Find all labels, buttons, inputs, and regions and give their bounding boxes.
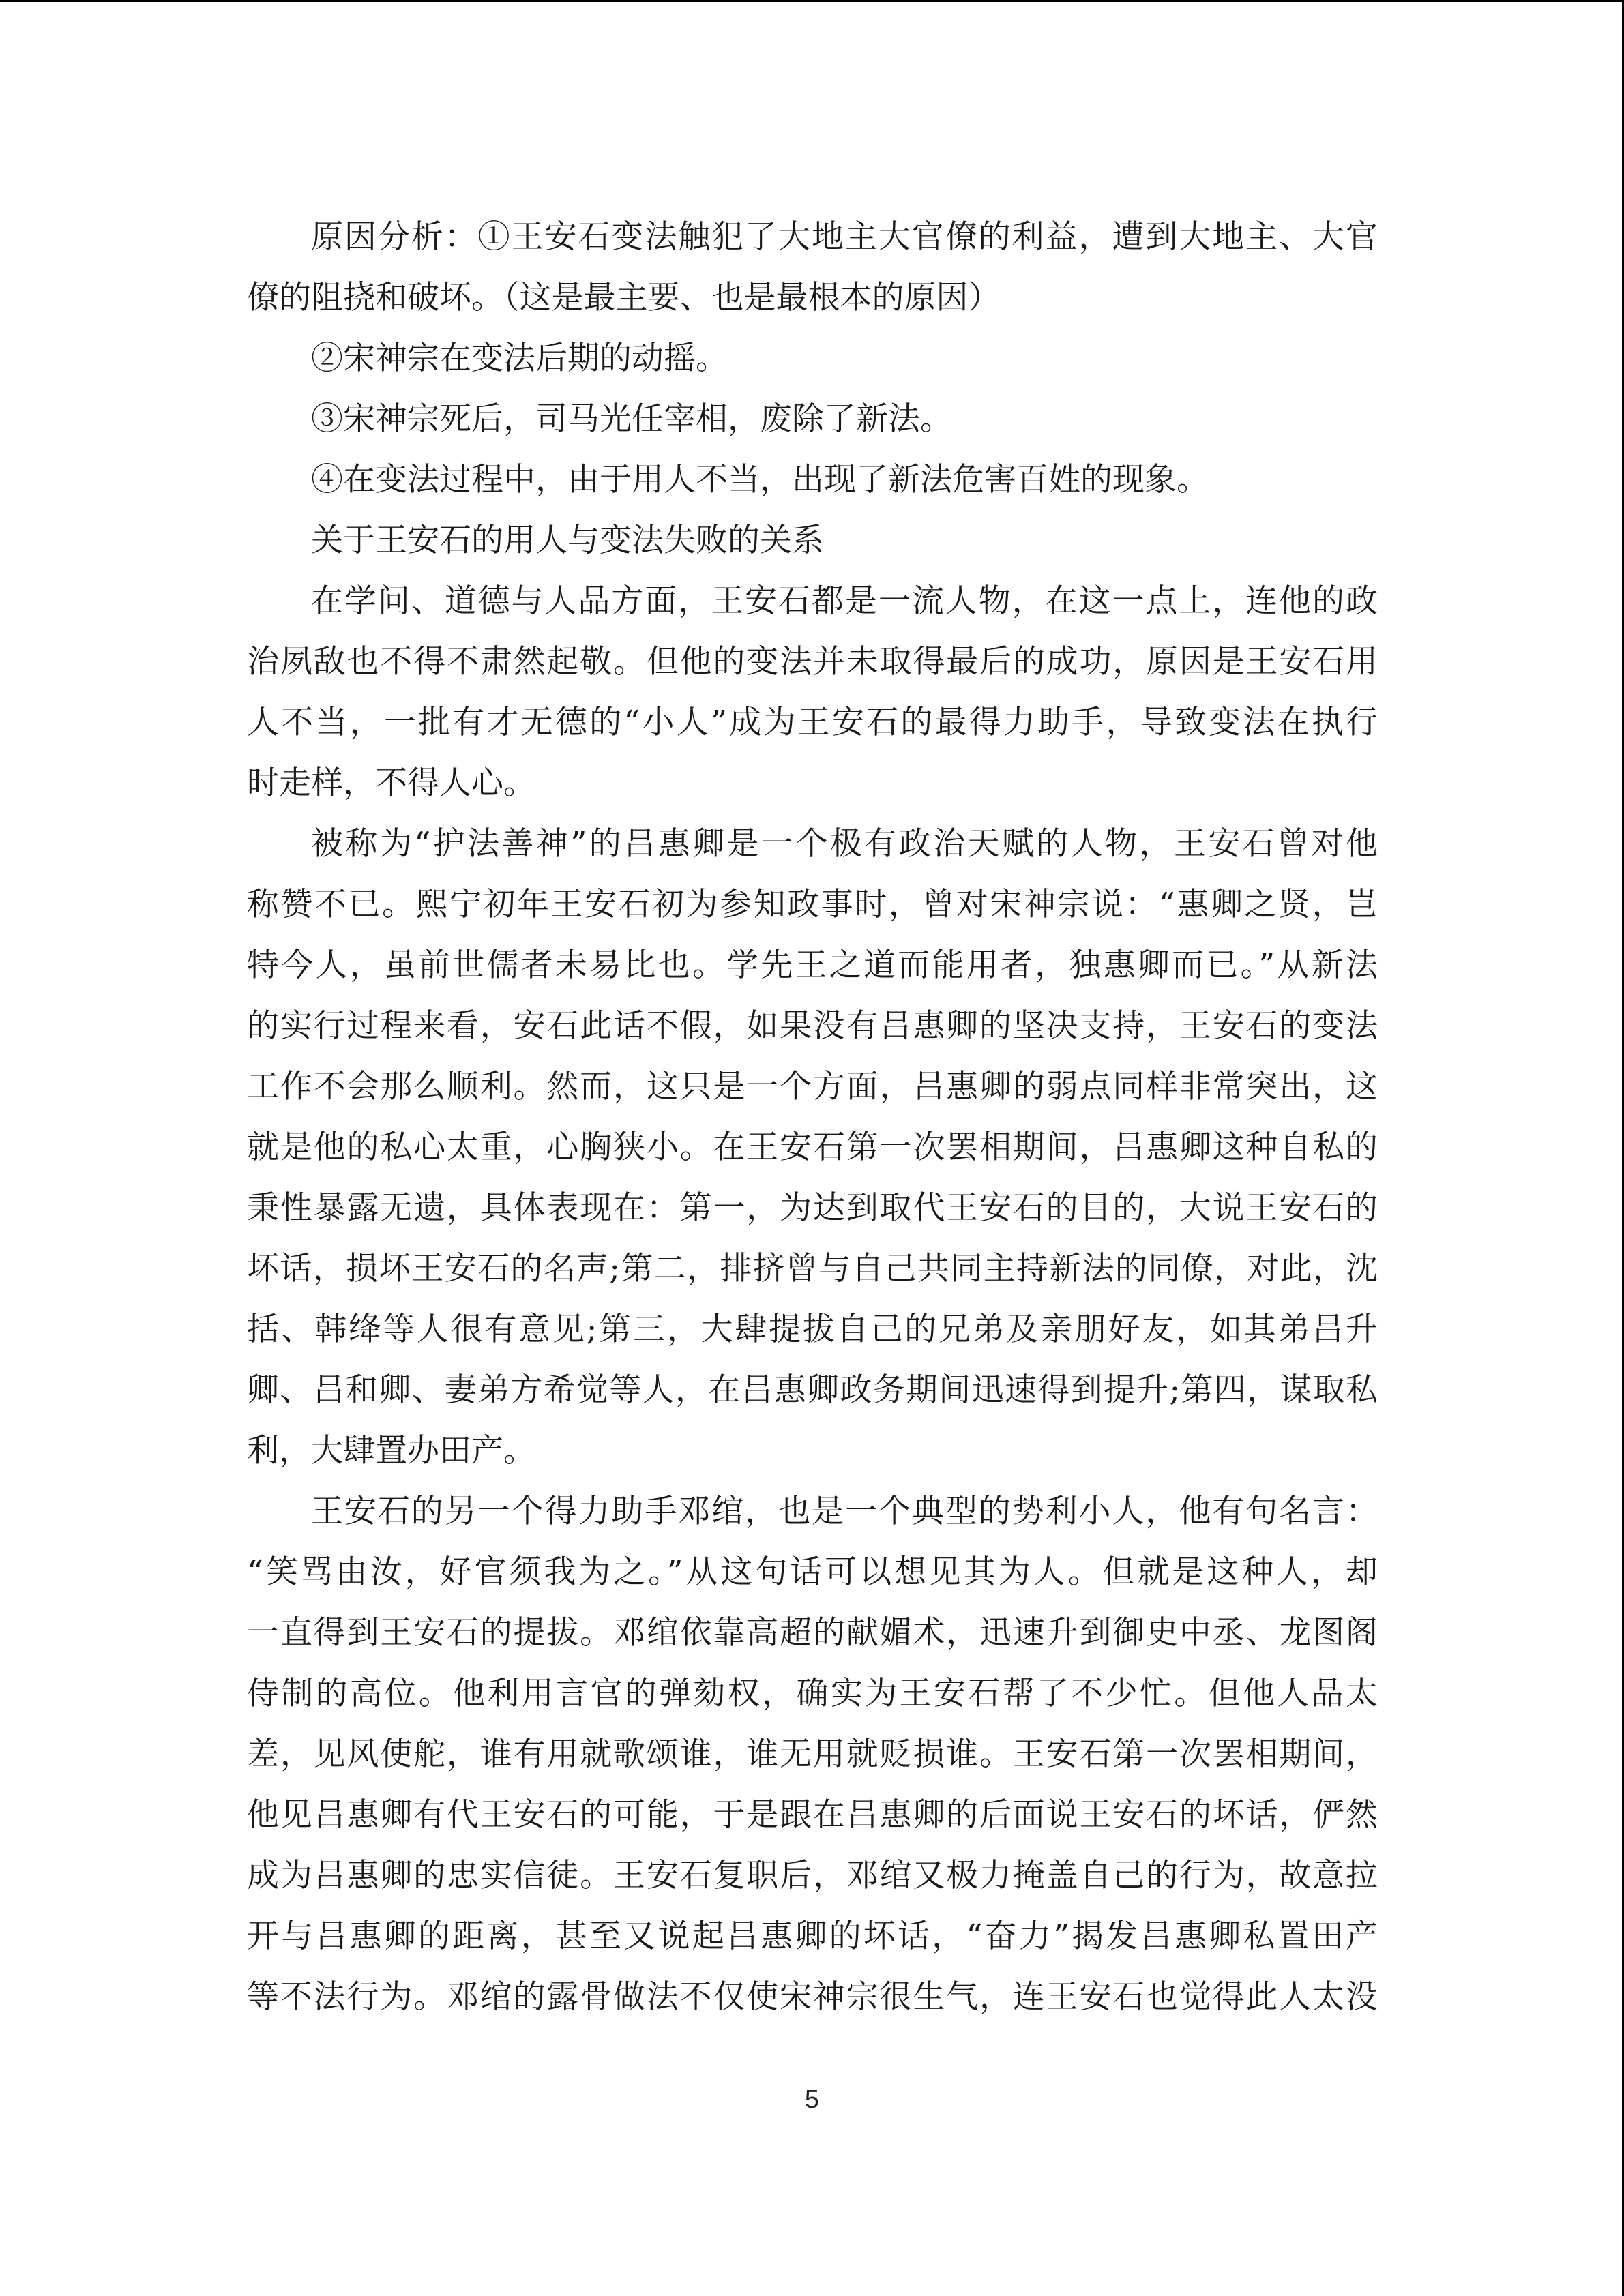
text-line: ④在变法过程中，由于用人不当，出现了新法危害百姓的现象。 (311, 461, 1209, 498)
text-line: 侍制的高位。他利用言官的弹劾权，确实为王安石帮了不少忙。但他人品太 (247, 1675, 1378, 1712)
document-body (247, 207, 1378, 2027)
text-line: 僚的阻挠和破坏。（这是最主要、也是最根本的原因） (247, 279, 1001, 316)
page-number: 5 (804, 2085, 820, 2114)
paragraph-lv-huiqing (247, 814, 1378, 1481)
text-line: ②宋神宗在变法后期的动摇。 (311, 340, 728, 377)
text-line: 在学问、道德与人品方面，王安石都是一流人物，在这一点上，连他的政 (311, 582, 1378, 620)
text-line: 特今人，虽前世儒者未易比也。学先王之道而能用者，独惠卿而已。”从新法 (247, 946, 1378, 984)
text-line: 利，大肆置办田产。 (247, 1432, 535, 1470)
text-line: 的实行过程来看，安石此话不假，如果没有吕惠卿的坚决支持，王安石的变法 (247, 1007, 1378, 1045)
text-line: 等不法行为。邓绾的露骨做法不仅使宋神宗很生气，连王安石也觉得此人太没 (247, 1978, 1378, 2016)
text-line: 称赞不已。熙宁初年王安石初为参知政事时，曾对宋神宗说：“惠卿之贤，岂 (247, 886, 1378, 923)
text-line: 他见吕惠卿有代王安石的可能，于是跟在吕惠卿的后面说王安石的坏话，俨然 (247, 1796, 1378, 1834)
text-line: 括、韩绛等人很有意见;第三，大肆提拔自己的兄弟及亲朋好友，如其弟吕升 (247, 1311, 1378, 1348)
text-line: 治夙敌也不得不肃然起敬。但他的变法并未取得最后的成功，原因是王安石用 (247, 643, 1378, 681)
text-line: 关于王安石的用人与变法失败的关系 (311, 522, 824, 559)
text-line: “笑骂由汝，好官须我为之。”从这句话可以想见其为人。但就是这种人，却 (247, 1553, 1378, 1591)
paragraph-cause-analysis (247, 207, 1378, 328)
text-line: 就是他的私心太重，心胸狭小。在王安石第一次罢相期间，吕惠卿这种自私的 (247, 1129, 1378, 1166)
text-line: 成为吕惠卿的忠实信徒。王安石复职后，邓绾又极力掩盖自己的行为，故意拉 (247, 1857, 1378, 1894)
text-line: 差，见风使舵，谁有用就歌颂谁，谁无用就贬损谁。王安石第一次罢相期间， (247, 1735, 1378, 1773)
paragraph-reason-3 (247, 389, 1378, 449)
text-line: 王安石的另一个得力助手邓绾，也是一个典型的势利小人，他有句名言： (311, 1493, 1378, 1530)
text-line: ③宋神宗死后，司马光任宰相，废除了新法。 (311, 400, 952, 438)
text-line: 时走样，不得人心。 (247, 764, 535, 802)
text-line: 卿、吕和卿、妻弟方希觉等人，在吕惠卿政务期间迅速得到提升;第四，谋取私 (247, 1371, 1378, 1409)
paragraph-reason-2 (247, 328, 1378, 389)
text-line: 一直得到王安石的提拔。邓绾依靠高超的献媚术，迅速升到御史中丞、龙图阁 (247, 1614, 1378, 1652)
text-line: 开与吕惠卿的距离，甚至又说起吕惠卿的坏话，“奋力”揭发吕惠卿私置田产 (247, 1918, 1378, 1955)
paragraph-character (247, 571, 1378, 814)
paragraph-deng-wan (247, 1481, 1378, 2027)
paragraph-reason-4 (247, 449, 1378, 510)
text-line: 人不当，一批有才无德的“小人”成为王安石的最得力助手，导致变法在执行 (247, 704, 1378, 741)
section-heading (247, 510, 1378, 571)
text-line: 工作不会那么顺利。然而，这只是一个方面，吕惠卿的弱点同样非常突出，这 (247, 1068, 1378, 1105)
text-line: 秉性暴露无遗，具体表现在：第一，为达到取代王安石的目的，大说王安石的 (247, 1189, 1378, 1227)
text-line: 原因分析：①王安石变法触犯了大地主大官僚的利益，遭到大地主、大官 (311, 218, 1378, 256)
text-line: 被称为“护法善神”的吕惠卿是一个极有政治天赋的人物，王安石曾对他 (311, 825, 1378, 863)
text-line: 坏话，损坏王安石的名声;第二，排挤曾与自己共同主持新法的同僚，对此，沈 (247, 1250, 1378, 1287)
